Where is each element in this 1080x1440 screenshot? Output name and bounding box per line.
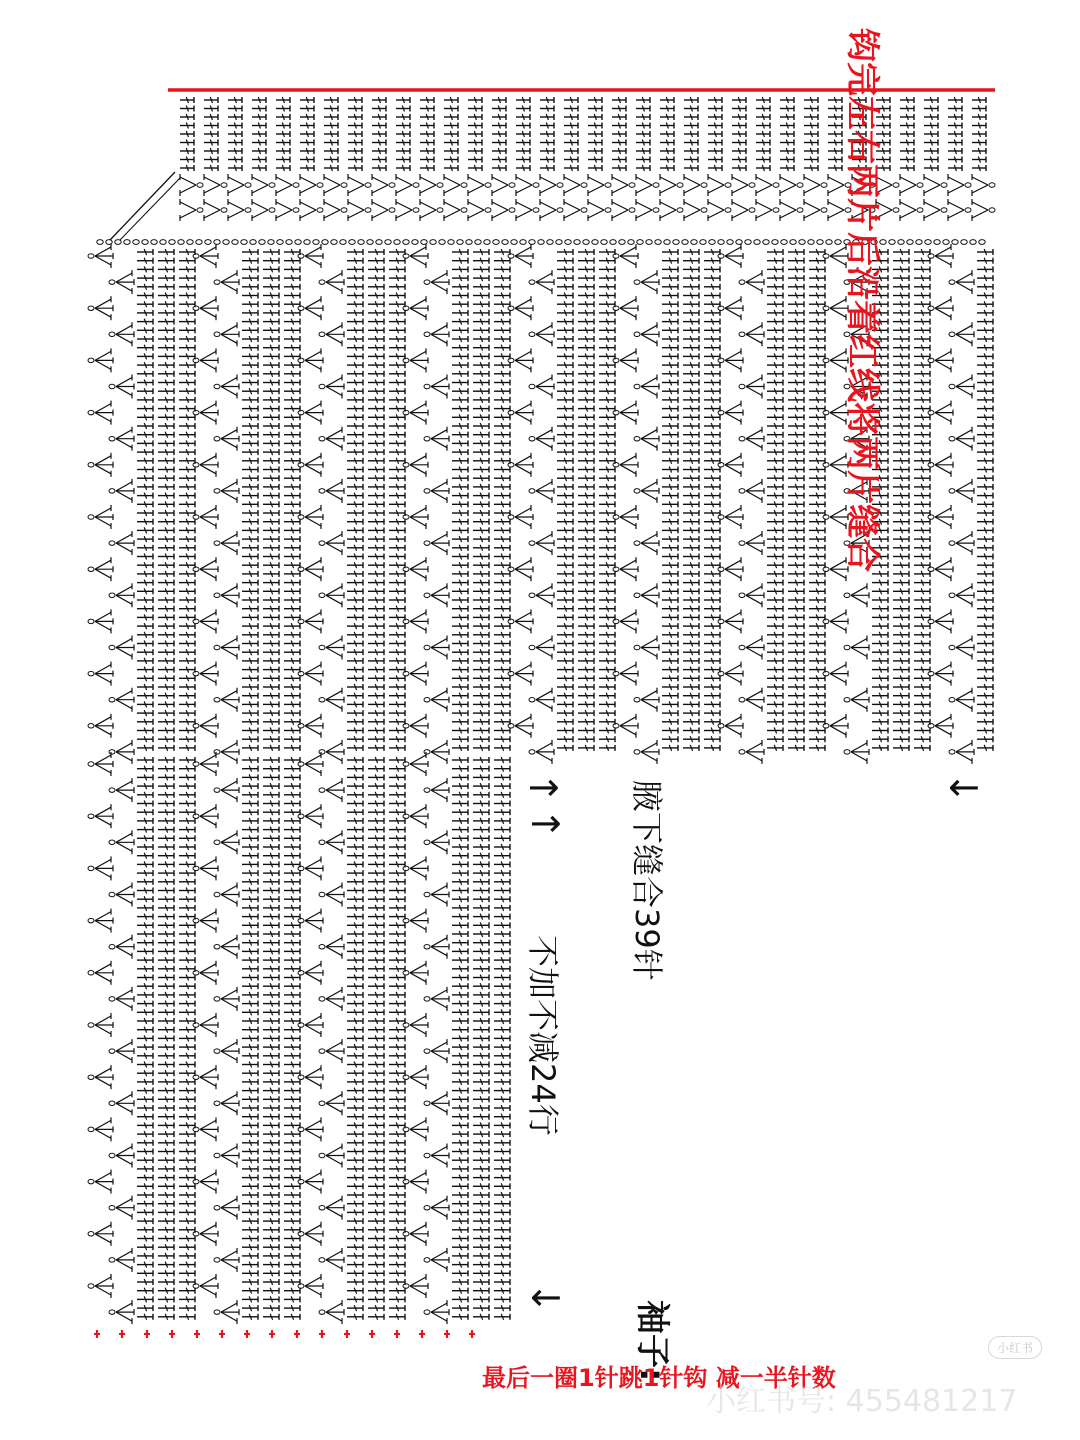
seam-instruction: 钩完左右两片后沿着红线将两片缝合 — [842, 28, 882, 572]
last-round-note: 最后一圈1针跳1针钩 减一半针数 — [482, 1364, 836, 1392]
stitch-grid-sleeve — [88, 752, 510, 1324]
sleeve-heading: 袖子: — [632, 1300, 672, 1382]
rows-label: 不加不减24行 — [524, 935, 562, 1136]
watermark-badge: 小红书 — [988, 1336, 1042, 1359]
underarm-seam-label: 腋下缝合39针 — [628, 780, 666, 981]
decrease-markers — [94, 1330, 475, 1338]
underarm-arrow-start: ↑ — [521, 772, 565, 804]
watermark-account: 小红书号: 455481217 — [706, 1384, 1018, 1419]
underarm-arrow-end: ↓ — [941, 772, 985, 804]
rows-arrow-end: ↓ — [523, 1282, 567, 1314]
rows-arrow-start: ↑ — [523, 808, 567, 840]
